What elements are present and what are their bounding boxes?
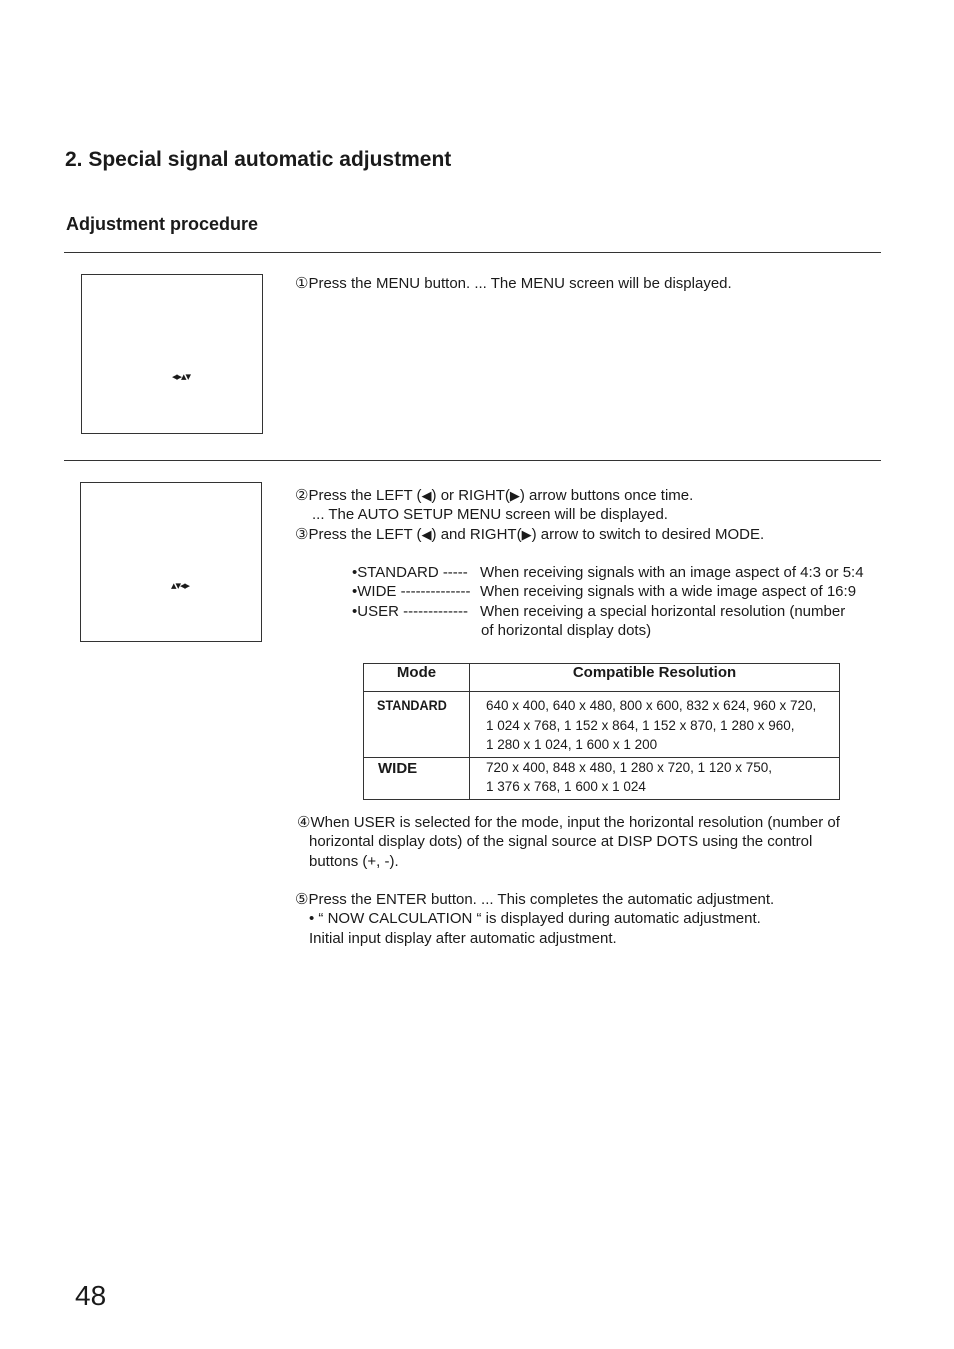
step-5-note: • “ NOW CALCULATION “ is displayed during automatic adjustment. bbox=[309, 910, 761, 927]
step-1-text: ①Press the MENU button. ... The MENU screen will be displayed. bbox=[295, 275, 732, 292]
resolution-cell: 720 x 400, 848 x 480, 1 280 x 720, 1 120 x 750, 1 376 x 768, 1 600 x 1 024 bbox=[470, 757, 840, 799]
menu-screen-illustration bbox=[81, 274, 263, 434]
step-5-text: ⑤Press the ENTER button. ... This completes the automatic adjustment. bbox=[295, 891, 775, 908]
step-4-text-line3: buttons (+, -). bbox=[309, 853, 399, 870]
step-2-text: ②Press the LEFT (◀) or RIGHT(▶) arrow buttons once time. bbox=[295, 487, 694, 504]
table-row bbox=[364, 692, 840, 758]
right-arrow-icon: ▶ bbox=[509, 488, 520, 503]
header-resolution: Compatible Resolution bbox=[470, 664, 840, 692]
section-title: 2. Special signal automatic adjustment bbox=[65, 148, 452, 171]
step-4-text: ④When USER is selected for the mode, input the horizontal resolution (number of bbox=[297, 814, 840, 831]
auto-setup-screen-illustration bbox=[80, 482, 262, 642]
mode-user: •USER -------------When receiving a special horizontal resolution (number bbox=[352, 603, 846, 620]
subsection-title: Adjustment procedure bbox=[66, 214, 259, 234]
step-3-text: ③Press the LEFT (◀) and RIGHT(▶) arrow to switch to desired MODE. bbox=[295, 526, 765, 543]
header-mode: Mode bbox=[364, 664, 470, 692]
step-5-note-line2: Initial input display after automatic adjustment. bbox=[309, 930, 617, 947]
resolution-table bbox=[363, 663, 840, 800]
divider bbox=[64, 460, 881, 461]
page-number: 48 bbox=[75, 1280, 107, 1311]
right-arrow-icon: ▶ bbox=[521, 527, 532, 542]
mode-cell: STANDARD bbox=[364, 692, 459, 758]
table-header-row bbox=[364, 664, 840, 692]
arrows-icon: ▴▾◂▸ bbox=[170, 580, 190, 592]
left-arrow-icon: ◀ bbox=[421, 488, 432, 503]
mode-standard: •STANDARD -----When receiving signals with an image aspect of 4:3 or 5:4 bbox=[352, 564, 864, 581]
step-2-result-text: ... The AUTO SETUP MENU screen will be displayed. bbox=[312, 506, 668, 523]
mode-user-continued: of horizontal display dots) bbox=[481, 622, 652, 639]
arrows-icon: ◂▸▴▾ bbox=[171, 371, 191, 383]
mode-wide: •WIDE -------------- When receiving signals with a wide image aspect of 16:9 bbox=[352, 583, 857, 600]
step-4-text-line2: horizontal display dots) of the signal source at DISP DOTS using the control bbox=[309, 833, 813, 850]
left-arrow-icon: ◀ bbox=[421, 527, 432, 542]
table-row bbox=[364, 757, 840, 799]
mode-cell: WIDE bbox=[364, 757, 470, 799]
divider bbox=[64, 252, 881, 253]
resolution-cell: 640 x 400, 640 x 480, 800 x 600, 832 x 624, 960 x 720, 1 024 x 768, 1 152 x 864, 1 152 x 870, 1 280 x 960, 1 280 x 1 024, 1 600 x 1 200 bbox=[470, 692, 840, 758]
